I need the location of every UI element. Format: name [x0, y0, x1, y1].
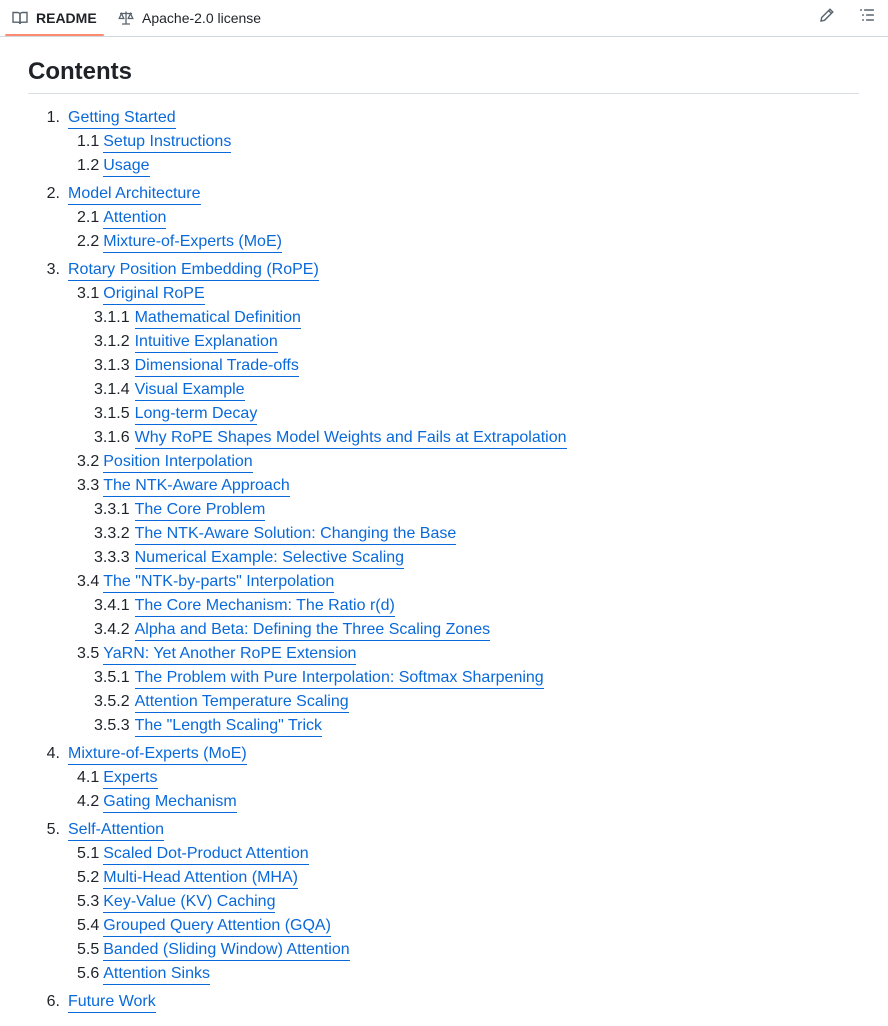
toc-subsubrow	[28, 426, 859, 450]
toc-link[interactable]: Key-Value (KV) Caching	[103, 892, 275, 913]
toc-link[interactable]: Rotary Position Embedding (RoPE)	[68, 260, 319, 281]
toc-number: 5.2	[77, 869, 100, 886]
toc-link[interactable]: Experts	[103, 768, 157, 789]
toc-number: 3.1.6	[94, 429, 130, 446]
toc-number: 3.4	[77, 573, 100, 590]
toc-number: 4.1	[77, 769, 100, 786]
outline-button[interactable]	[855, 5, 879, 29]
toc-subrow	[28, 842, 859, 866]
toc-number: 3.1	[77, 285, 100, 302]
toc-number: 3.	[46, 261, 60, 278]
toc-subsubrow	[28, 522, 859, 546]
contents-heading: Contents	[28, 57, 859, 94]
toc-number: 2.	[46, 185, 60, 202]
toc-subrow	[28, 642, 859, 666]
toc-number: 2.1	[77, 209, 100, 226]
toc-subrow	[28, 154, 859, 178]
toc-number: 3.5	[77, 645, 100, 662]
toc-subrow	[28, 938, 859, 962]
toc-subsubrow	[28, 330, 859, 354]
toc-row	[28, 182, 859, 206]
toc-link[interactable]: Multi-Head Attention (MHA)	[103, 868, 298, 889]
toc-subrow	[28, 890, 859, 914]
toc-link[interactable]: Numerical Example: Selective Scaling	[135, 548, 404, 569]
toc-number: 3.5.3	[94, 717, 130, 734]
tab-readme[interactable]	[12, 0, 105, 36]
toc-row	[28, 818, 859, 842]
toc-number: 3.1.2	[94, 333, 130, 350]
tab-license-label: Apache-2.0 license	[142, 10, 262, 26]
toc-link[interactable]: Self-Attention	[68, 820, 164, 841]
toc-subrow	[28, 962, 859, 986]
toc-row	[28, 990, 859, 1014]
toc-subsubrow	[28, 690, 859, 714]
toc-subsubrow	[28, 666, 859, 690]
toc-subrow	[28, 206, 859, 230]
toc-link[interactable]: The "Length Scaling" Trick	[135, 716, 322, 737]
toc-number: 3.5.1	[94, 669, 130, 686]
toc-subrow	[28, 450, 859, 474]
toc-number: 3.3.2	[94, 525, 130, 542]
toc-number: 3.2	[77, 453, 100, 470]
toc-subsubrow	[28, 402, 859, 426]
toc-link[interactable]: Mixture-of-Experts (MoE)	[103, 232, 282, 253]
toc-number: 6.	[46, 993, 60, 1010]
toc-subsubrow	[28, 378, 859, 402]
toc-link[interactable]: The Core Problem	[135, 500, 266, 521]
toc-number: 5.5	[77, 941, 100, 958]
toc-link[interactable]: The Problem with Pure Interpolation: Softmax Sharpening	[135, 668, 544, 689]
toc-subrow	[28, 766, 859, 790]
toc-link[interactable]: Grouped Query Attention (GQA)	[103, 916, 331, 937]
toc-number: 4.2	[77, 793, 100, 810]
toc-subrow	[28, 866, 859, 890]
toc-number: 3.5.2	[94, 693, 130, 710]
toc-number: 3.3.3	[94, 549, 130, 566]
toc-link[interactable]: Mathematical Definition	[135, 308, 301, 329]
toc-link[interactable]: Gating Mechanism	[103, 792, 236, 813]
readme-tab-bar	[0, 0, 888, 37]
toc-link[interactable]: Getting Started	[68, 108, 176, 129]
toc-section	[28, 182, 859, 254]
toc-link[interactable]: Banded (Sliding Window) Attention	[103, 940, 349, 961]
toc-subsubrow	[28, 306, 859, 330]
toc-number: 5.4	[77, 917, 100, 934]
toc-link[interactable]: Future Work	[68, 992, 156, 1013]
toc-section	[28, 106, 859, 178]
edit-button[interactable]	[815, 5, 839, 29]
toc-link[interactable]: Visual Example	[135, 380, 245, 401]
toc-number: 5.6	[77, 965, 100, 982]
toc-subsubrow	[28, 546, 859, 570]
toc-link[interactable]: Long-term Decay	[135, 404, 258, 425]
toc-row	[28, 742, 859, 766]
toc-subrow	[28, 130, 859, 154]
toc-number: 3.1.1	[94, 309, 130, 326]
toc-link[interactable]: Attention	[103, 208, 166, 229]
toc-subsubrow	[28, 594, 859, 618]
toc-link[interactable]: The NTK-Aware Approach	[103, 476, 289, 497]
toc-section	[28, 258, 859, 738]
toc-link[interactable]: The "NTK-by-parts" Interpolation	[103, 572, 334, 593]
book-icon	[12, 10, 28, 26]
toc-link[interactable]: Original RoPE	[103, 284, 204, 305]
toc-number: 1.1	[77, 133, 100, 150]
toc-number: 1.	[46, 109, 60, 126]
toc-subrow	[28, 790, 859, 814]
toc-row	[28, 106, 859, 130]
toc-link[interactable]: Intuitive Explanation	[135, 332, 278, 353]
toc-link[interactable]: Scaled Dot-Product Attention	[103, 844, 308, 865]
toc-link[interactable]: Mixture-of-Experts (MoE)	[68, 744, 247, 765]
toc-link[interactable]: Attention Temperature Scaling	[135, 692, 349, 713]
toc-section	[28, 742, 859, 814]
toc-number: 3.1.3	[94, 357, 130, 374]
tab-license[interactable]	[118, 0, 261, 36]
toc-link[interactable]: Attention Sinks	[103, 964, 210, 985]
toc-link[interactable]: Why RoPE Shapes Model Weights and Fails at Extrapolation	[135, 428, 567, 449]
toc-number: 4.	[46, 745, 60, 762]
toc-subsubrow	[28, 354, 859, 378]
toc-subsubrow	[28, 618, 859, 642]
toc-row	[28, 258, 859, 282]
toc-link[interactable]: Usage	[103, 156, 149, 177]
toc-link[interactable]: YaRN: Yet Another RoPE Extension	[103, 644, 356, 665]
toc-link[interactable]: Setup Instructions	[103, 132, 231, 153]
toc-link[interactable]: The Core Mechanism: The Ratio r(d)	[135, 596, 395, 617]
toc-number: 2.2	[77, 233, 100, 250]
pencil-icon	[819, 7, 835, 28]
toc-subrow	[28, 570, 859, 594]
readme-content	[28, 37, 859, 1018]
toc-subrow	[28, 474, 859, 498]
tab-readme-label: README	[36, 10, 97, 26]
toc-number: 3.3	[77, 477, 100, 494]
scale-icon	[118, 10, 134, 26]
toc-subsubrow	[28, 714, 859, 738]
toc-section	[28, 990, 859, 1014]
toc-link[interactable]: Dimensional Trade-offs	[135, 356, 299, 377]
toc-link[interactable]: Position Interpolation	[103, 452, 252, 473]
toc-number: 5.1	[77, 845, 100, 862]
active-tab-indicator	[5, 34, 104, 36]
toc-number: 3.1.5	[94, 405, 130, 422]
toc-link[interactable]: Model Architecture	[68, 184, 201, 205]
toc-number: 3.4.2	[94, 621, 130, 638]
toc-link[interactable]: Alpha and Beta: Defining the Three Scaling Zones	[135, 620, 491, 641]
toc-number: 1.2	[77, 157, 100, 174]
toc-section	[28, 818, 859, 986]
table-of-contents	[28, 106, 859, 1014]
toc-number: 3.4.1	[94, 597, 130, 614]
toc-link[interactable]: The NTK-Aware Solution: Changing the Base	[135, 524, 457, 545]
toc-number: 3.1.4	[94, 381, 130, 398]
toc-subrow	[28, 914, 859, 938]
toc-subrow	[28, 282, 859, 306]
toc-number: 5.	[46, 821, 60, 838]
toc-number: 5.3	[77, 893, 100, 910]
toc-number: 3.3.1	[94, 501, 130, 518]
toc-subsubrow	[28, 498, 859, 522]
toc-subrow	[28, 230, 859, 254]
list-outline-icon	[859, 7, 875, 28]
